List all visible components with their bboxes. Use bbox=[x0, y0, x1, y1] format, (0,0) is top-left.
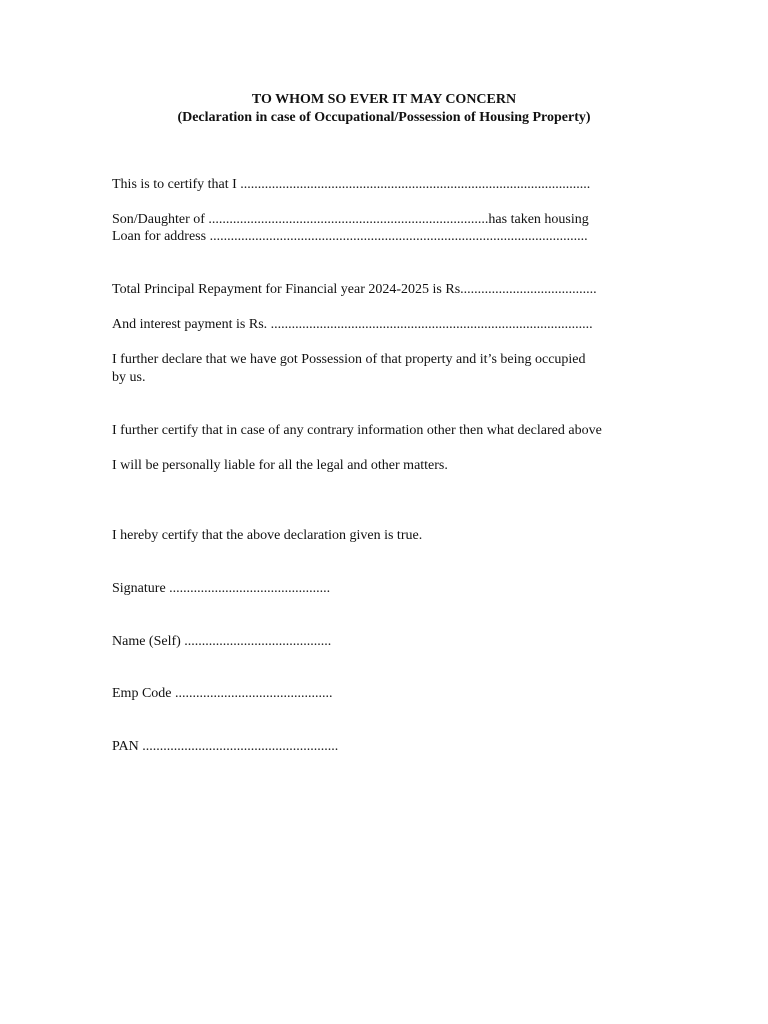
possession-line-1: I further declare that we have got Possession of that property and it’s being occupied bbox=[112, 352, 586, 367]
document-title: TO WHOM SO EVER IT MAY CONCERN bbox=[251, 92, 517, 107]
possession-line-2: by us. bbox=[112, 370, 146, 385]
certify-line: This is to certify that I .................................................................................................... bbox=[112, 177, 591, 192]
name-self-field: Name (Self) .......................................... bbox=[112, 634, 332, 649]
pan-field: PAN ........................................................ bbox=[112, 739, 339, 754]
interest-payment-line: And interest payment is Rs. ............................................................................................ bbox=[112, 317, 593, 332]
true-declaration-line: I hereby certify that the above declaration given is true. bbox=[112, 528, 423, 543]
loan-address-line: Loan for address ............................................................................................................ bbox=[112, 229, 588, 244]
emp-code-field: Emp Code ............................................. bbox=[112, 686, 333, 701]
liability-line: I will be personally liable for all the legal and other matters. bbox=[112, 458, 448, 473]
signature-field: Signature .............................................. bbox=[112, 581, 331, 596]
document-subtitle: (Declaration in case of Occupational/Possession of Housing Property) bbox=[177, 110, 591, 125]
principal-repayment-line: Total Principal Repayment for Financial year 2024-2025 is Rs....................................... bbox=[112, 282, 597, 297]
contrary-information-line: I further certify that in case of any contrary information other then what declared above bbox=[112, 423, 602, 438]
son-daughter-line: Son/Daughter of ................................................................................has taken housing bbox=[112, 212, 589, 227]
